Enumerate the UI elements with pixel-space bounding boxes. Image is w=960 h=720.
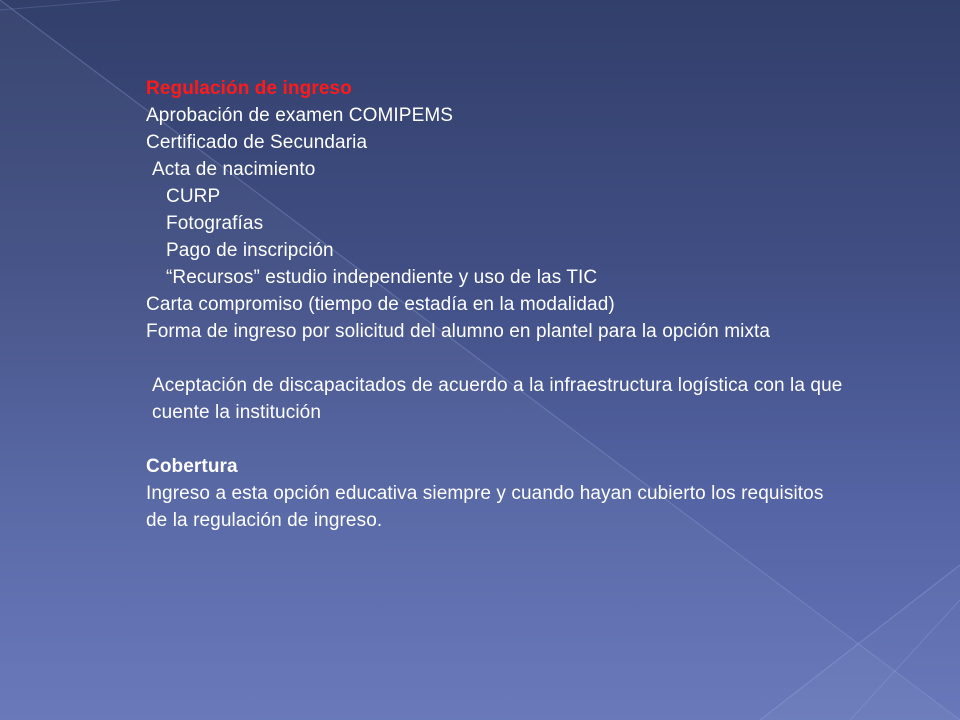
slide-content [146, 75, 846, 534]
diagonal-line-top [0, 0, 120, 10]
note-discapacitados: Aceptación de discapacitados de acuerdo a la infraestructura logística con la que cuente la institución [152, 375, 843, 423]
list-item-certificado: Certificado de Secundaria [146, 132, 368, 153]
list-item-curp: CURP [166, 186, 221, 207]
section-title-regulacion: Regulación de ingreso [146, 78, 352, 99]
spacer [146, 345, 846, 372]
list-item-comipems: Aprobación de examen COMIPEMS [146, 105, 454, 126]
list-item-fotografias: Fotografías [166, 213, 264, 234]
list-item-recursos: “Recursos” estudio independiente y uso de las TIC [166, 267, 598, 288]
cobertura-text: Ingreso a esta opción educativa siempre y cuando hayan cubierto los requisitos de la regulación de ingreso. [146, 483, 824, 531]
list-item-forma-ingreso: Forma de ingreso por solicitud del alumno en plantel para la opción mixta [146, 321, 771, 342]
list-item-pago: Pago de inscripción [166, 240, 334, 261]
section-title-cobertura: Cobertura [146, 456, 238, 477]
list-item-carta: Carta compromiso (tiempo de estadía en la modalidad) [146, 294, 615, 315]
spacer [146, 426, 846, 453]
list-item-acta: Acta de nacimiento [152, 159, 316, 180]
